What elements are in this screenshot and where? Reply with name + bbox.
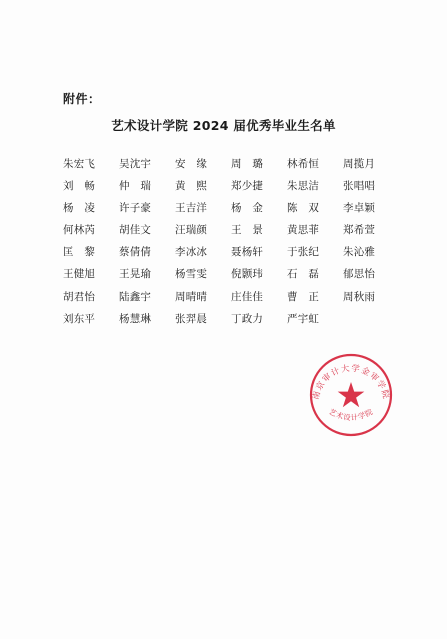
student-name: 吴沈宇 — [119, 158, 152, 170]
student-name: 朱思洁 — [287, 180, 320, 193]
student-name: 匡 黎 — [63, 246, 96, 259]
student-name: 汪瑞颜 — [175, 224, 208, 237]
student-name: 王吉洋 — [175, 202, 208, 215]
student-name: 于张纪 — [287, 246, 320, 259]
student-name: 严宇虹 — [287, 312, 320, 325]
student-name: 周秋雨 — [343, 290, 376, 303]
student-name: 刘东平 — [63, 312, 96, 325]
student-name: 何林芮 — [63, 224, 96, 237]
student-name: 聂杨轩 — [231, 246, 264, 259]
student-name: 许子豪 — [119, 202, 152, 215]
official-seal — [306, 352, 396, 438]
student-name: 朱沁雅 — [343, 246, 376, 259]
student-name: 周 璐 — [231, 158, 264, 170]
student-name: 张唱唱 — [343, 180, 376, 193]
student-name: 朱宏飞 — [63, 158, 96, 170]
student-name: 周揽月 — [343, 158, 376, 170]
student-name: 蔡倩倩 — [119, 246, 152, 259]
student-name: 黄 熙 — [175, 180, 208, 193]
student-name: 陆鑫宇 — [119, 290, 152, 303]
student-name: 周晴晴 — [175, 290, 208, 303]
student-name: 杨 凌 — [63, 202, 96, 215]
seal-inner-text: 艺术设计学院 — [327, 406, 375, 423]
student-name: 丁政力 — [231, 312, 264, 325]
student-name: 张羿晨 — [175, 312, 208, 325]
student-name: 王晃瑜 — [119, 268, 152, 281]
student-name: 仲 瑞 — [119, 180, 152, 193]
student-name: 杨雪雯 — [175, 268, 208, 281]
student-name: 王 景 — [231, 224, 264, 237]
student-name: 曹 正 — [287, 290, 320, 303]
seal-star-icon — [338, 382, 365, 407]
student-name: 陈 双 — [287, 202, 320, 215]
student-name: 林希恒 — [287, 158, 320, 170]
student-name: 倪颢玮 — [231, 268, 264, 281]
student-name: 郁思怡 — [343, 268, 376, 281]
student-name: 黄思菲 — [287, 224, 320, 237]
student-name: 庄佳佳 — [231, 290, 264, 303]
attachment-label: 附件： — [63, 92, 101, 106]
student-name: 胡佳文 — [119, 224, 152, 237]
name-list — [63, 158, 403, 326]
student-name: 郑少捷 — [231, 180, 264, 193]
student-name: 杨慧琳 — [119, 312, 152, 325]
student-name: 李冰冰 — [175, 246, 208, 259]
document-title: 艺术设计学院 2024 届优秀毕业生名单 — [111, 118, 336, 133]
student-name: 王健旭 — [63, 268, 96, 281]
seal-ring-text: 南京审计大学金审学院 — [310, 362, 392, 401]
student-name: 刘 畅 — [63, 180, 96, 193]
student-name: 安 缘 — [175, 158, 208, 170]
student-name: 杨 金 — [231, 202, 264, 215]
student-name: 李卓颖 — [343, 202, 376, 215]
student-name: 石 磊 — [287, 268, 320, 281]
student-name: 胡君怡 — [63, 290, 96, 303]
student-name: 郑希萱 — [343, 224, 376, 237]
